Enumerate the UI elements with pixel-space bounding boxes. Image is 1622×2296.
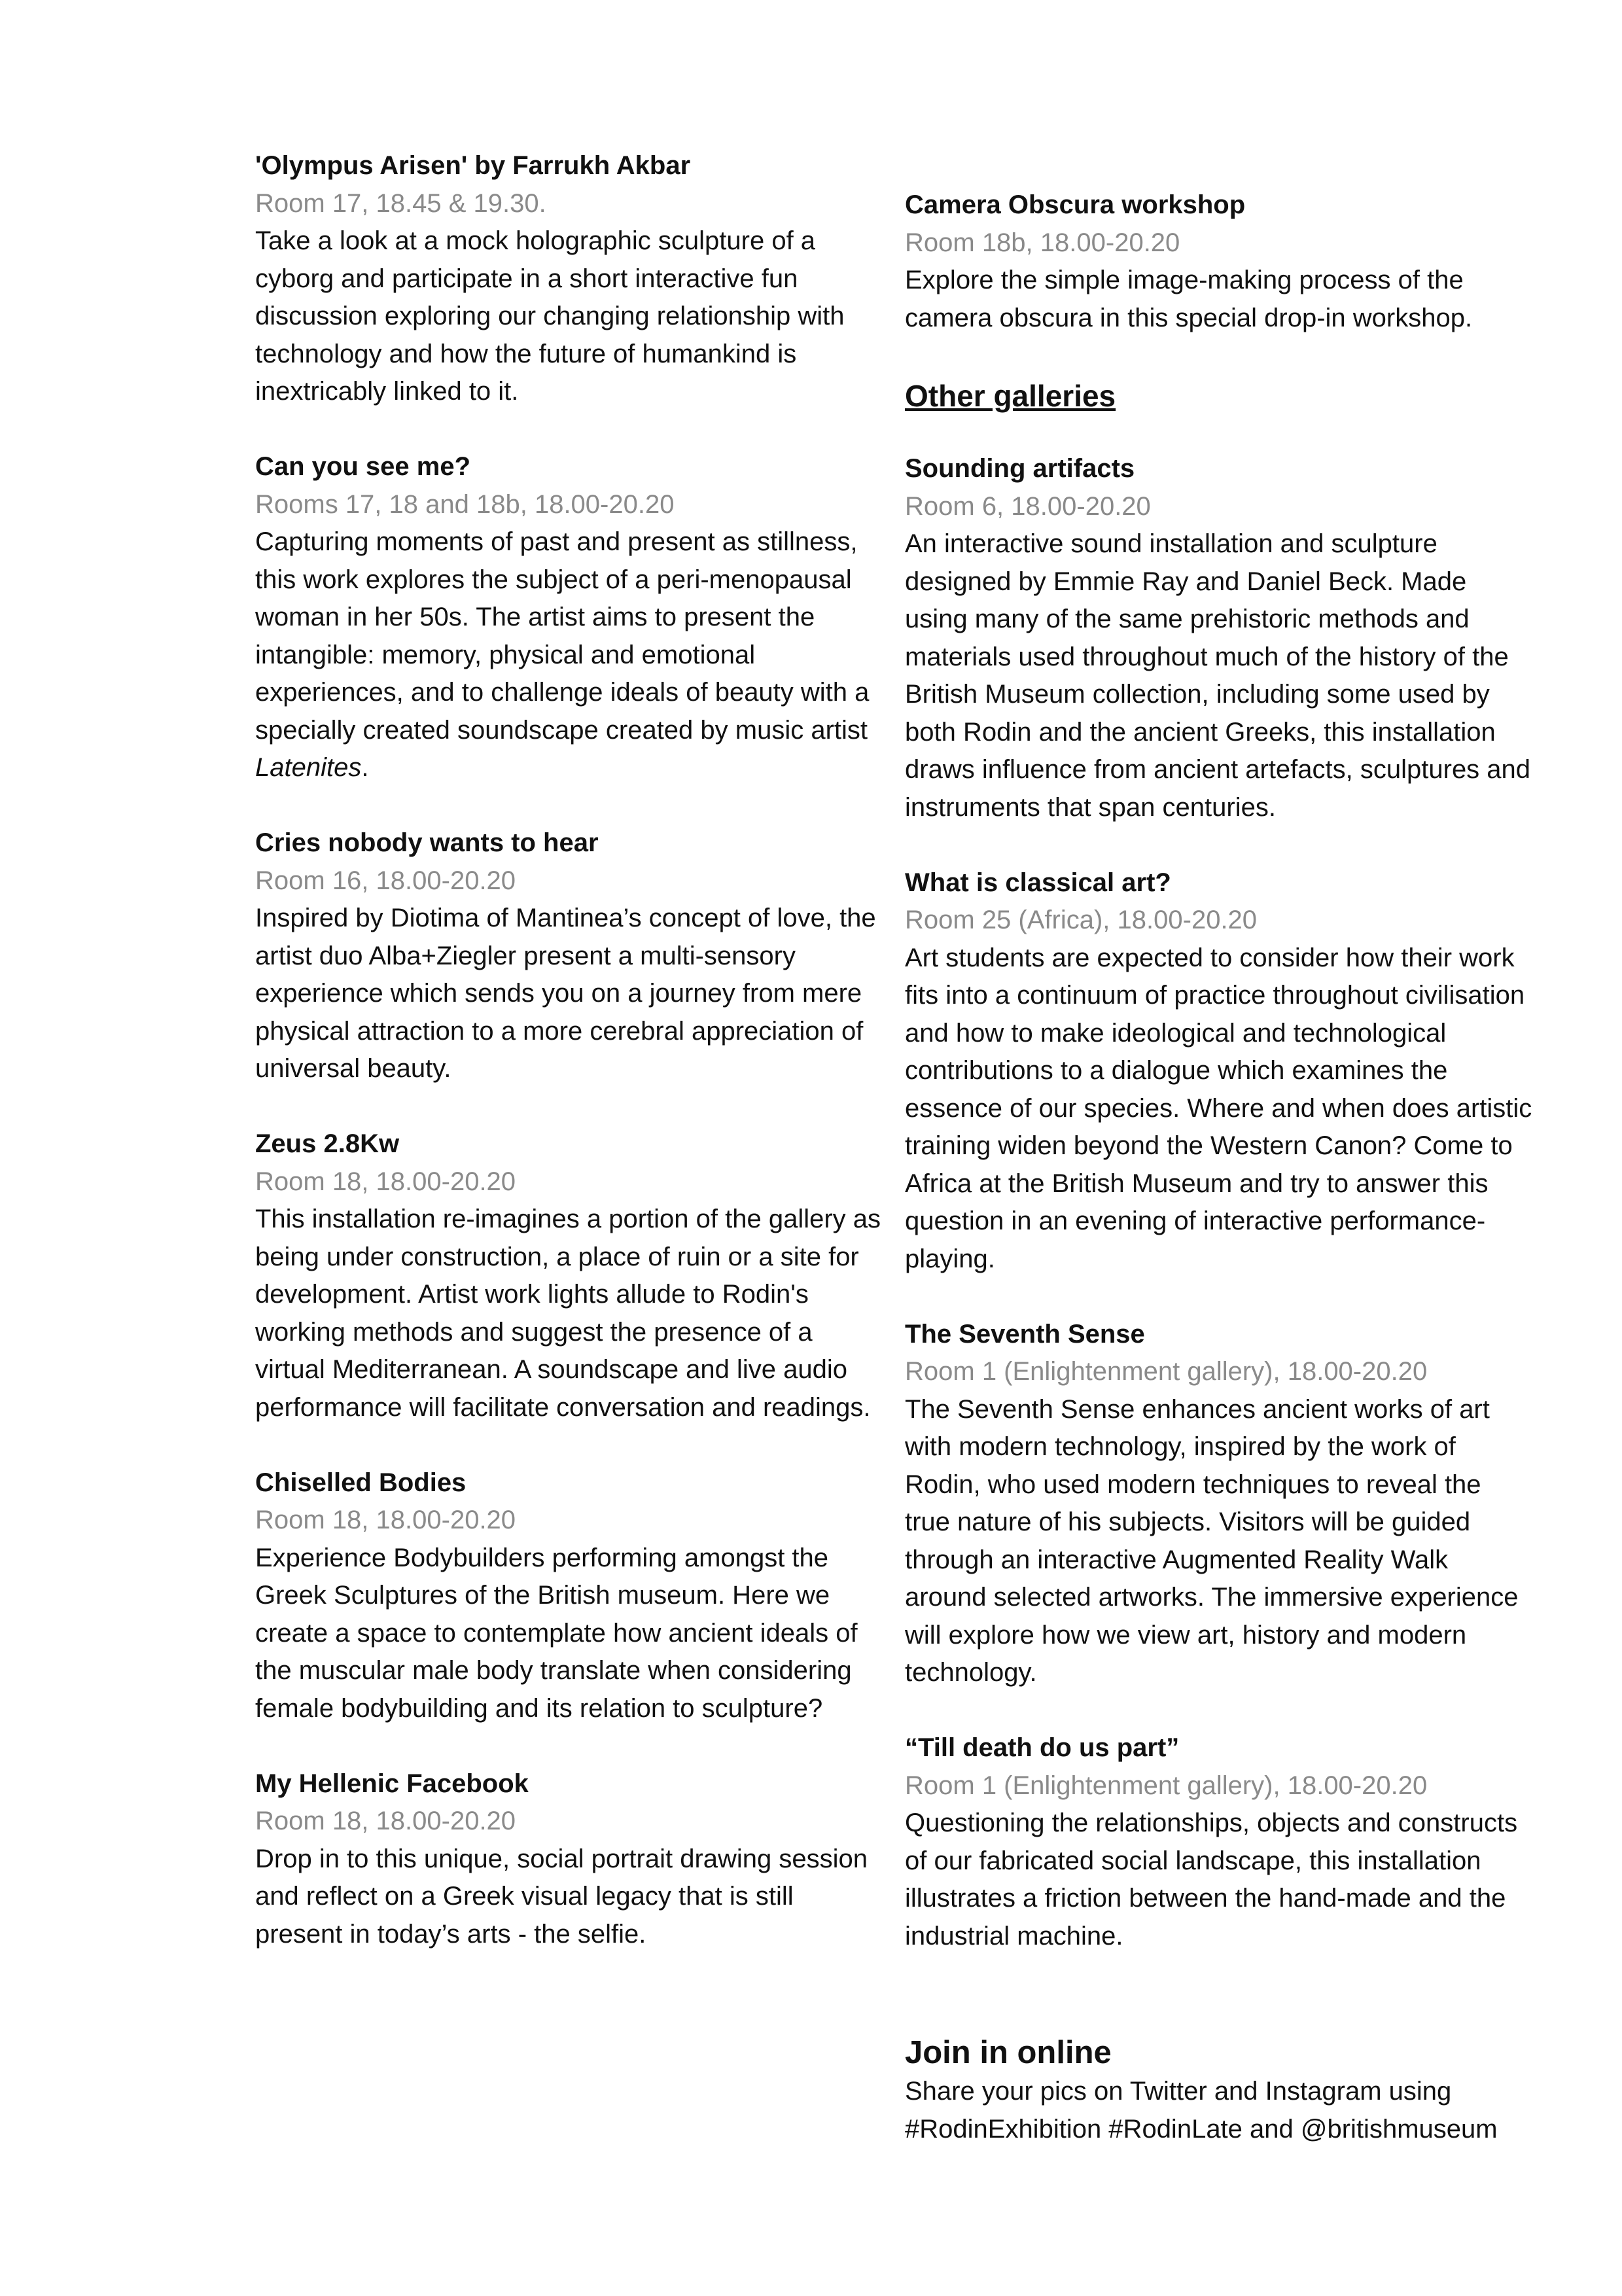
event-description: An interactive sound installation and sculpture designed by Emmie Ray and Daniel Beck. Made using many of the same prehistoric methods and materials used throughout much of the history of the British Museum collection, including some used by both Rodin and the ancient Greeks, this installation draws influence from ancient artefacts, sculptures and instruments that span centuries.: [905, 529, 1531, 822]
event-description: This installation re-imagines a portion of the gallery as being under construction, a place of ruin or a site for development. Artist work lights allude to Rodin's working methods and suggest the presence of a virtual Mediterranean. A soundscape and live audio performance will facilitate conversation and readings.: [255, 1205, 881, 1422]
event-description: The Seventh Sense enhances ancient works of art with modern technology, inspired by the work of Rodin, who used modern techniques to reveal the true nature of his subjects. Visitors will be guided through an interactive Augmented Reality Walk around selected artworks. The immersive experience will explore how we view art, history and modern technology.: [905, 1394, 1519, 1687]
left-column: [255, 147, 883, 1953]
event-room-time: Room 16, 18.00-20.20: [255, 866, 516, 895]
join-text: Share your pics on Twitter and Instagram using #RodinExhibition #RodinLate and @britishmuseum: [905, 2077, 1498, 2144]
event-camera-obscura: [905, 186, 1533, 337]
event-title: Chiselled Bodies: [255, 1468, 467, 1497]
event-description: Art students are expected to consider how their work fits into a continuum of practice throughout civilisation and how to make ideological and technological contributions to a dialogue which examines the essence of our species. Where and when does artistic training widen beyond the Western Canon? Come to Africa at the British Museum and try to answer this question in an evening of interactive performance-playing.: [905, 943, 1532, 1273]
event-sounding-artifacts: [905, 450, 1533, 826]
event-chiselled-bodies: [255, 1464, 883, 1728]
event-room-time: Room 1 (Enlightenment gallery), 18.00-20.20: [905, 1771, 1428, 1800]
event-till-death-do-us-part: [905, 1729, 1533, 1955]
event-title: Cries nobody wants to hear: [255, 828, 599, 857]
event-title: Camera Obscura workshop: [905, 190, 1246, 219]
right-column: [905, 186, 1533, 2148]
event-title: What is classical art?: [905, 868, 1171, 897]
event-title: Can you see me?: [255, 452, 471, 481]
event-title: My Hellenic Facebook: [255, 1769, 529, 1798]
event-olympus-arisen: [255, 147, 883, 411]
event-title: “Till death do us part”: [905, 1733, 1180, 1762]
event-room-time: Room 1 (Enlightenment gallery), 18.00-20.20: [905, 1357, 1428, 1386]
event-description-end: .: [361, 753, 369, 782]
join-in-online-section: [905, 2032, 1533, 2148]
event-description-text: Capturing moments of past and present as stillness, this work explores the subject of a peri-menopausal woman in her 50s. The artist aims to present the intangible: memory, physical and emotional experiences, and to challenge ideals of beauty with a specially created soundscape created by music artist: [255, 527, 870, 745]
event-my-hellenic-facebook: [255, 1765, 883, 1954]
event-room-time: Room 18b, 18.00-20.20: [905, 228, 1180, 257]
event-description: Inspired by Diotima of Mantinea’s concept of love, the artist duo Alba+Ziegler present a multi-sensory experience which sends you on a journey from mere physical attraction to a more cerebral appreciation of universal beauty.: [255, 904, 876, 1083]
event-room-time: Room 18, 18.00-20.20: [255, 1506, 516, 1534]
event-the-seventh-sense: [905, 1316, 1533, 1692]
event-zeus: [255, 1125, 883, 1426]
event-room-time: Room 6, 18.00-20.20: [905, 491, 1151, 521]
event-title: Sounding artifacts: [905, 454, 1135, 483]
event-title: 'Olympus Arisen' by Farrukh Akbar: [255, 151, 691, 180]
event-room-time: Rooms 17, 18 and 18b, 18.00-20.20: [255, 489, 675, 519]
event-cries-nobody-wants-to-hear: [255, 824, 883, 1088]
event-title: Zeus 2.8Kw: [255, 1129, 400, 1158]
event-description: Experience Bodybuilders performing amongst the Greek Sculptures of the British museum. Here we create a space to contemplate how ancient ideals of the muscular male body translate when considering female bodybuilding and its relation to sculpture?: [255, 1543, 858, 1723]
event-description: Take a look at a mock holographic sculpture of a cyborg and participate in a short interactive fun discussion exploring our changing relationship with technology and how the future of humankind is inextricably linked to it.: [255, 226, 845, 406]
event-description: Explore the simple image-making process of the camera obscura in this special drop-in workshop.: [905, 266, 1473, 332]
event-room-time: Room 18, 18.00-20.20: [255, 1807, 516, 1835]
event-room-time: Room 17, 18.45 & 19.30.: [255, 188, 546, 218]
event-description: Questioning the relationships, objects and constructs of our fabricated social landscape, this installation illustrates a friction between the hand-made and the industrial machine.: [905, 1809, 1518, 1951]
event-room-time: Room 18, 18.00-20.20: [255, 1167, 516, 1196]
event-description: [255, 523, 883, 787]
event-title: The Seventh Sense: [905, 1319, 1145, 1349]
join-heading: Join in online: [905, 2035, 1112, 2070]
event-can-you-see-me: [255, 448, 883, 787]
section-heading-other-galleries: Other galleries: [905, 379, 1116, 413]
event-what-is-classical-art: [905, 864, 1533, 1279]
event-room-time: Room 25 (Africa), 18.00-20.20: [905, 906, 1258, 934]
artist-name: Latenites: [255, 753, 362, 782]
event-description: Drop in to this unique, social portrait drawing session and reflect on a Greek visual legacy that is still present in today’s arts - the selfie.: [255, 1844, 868, 1949]
